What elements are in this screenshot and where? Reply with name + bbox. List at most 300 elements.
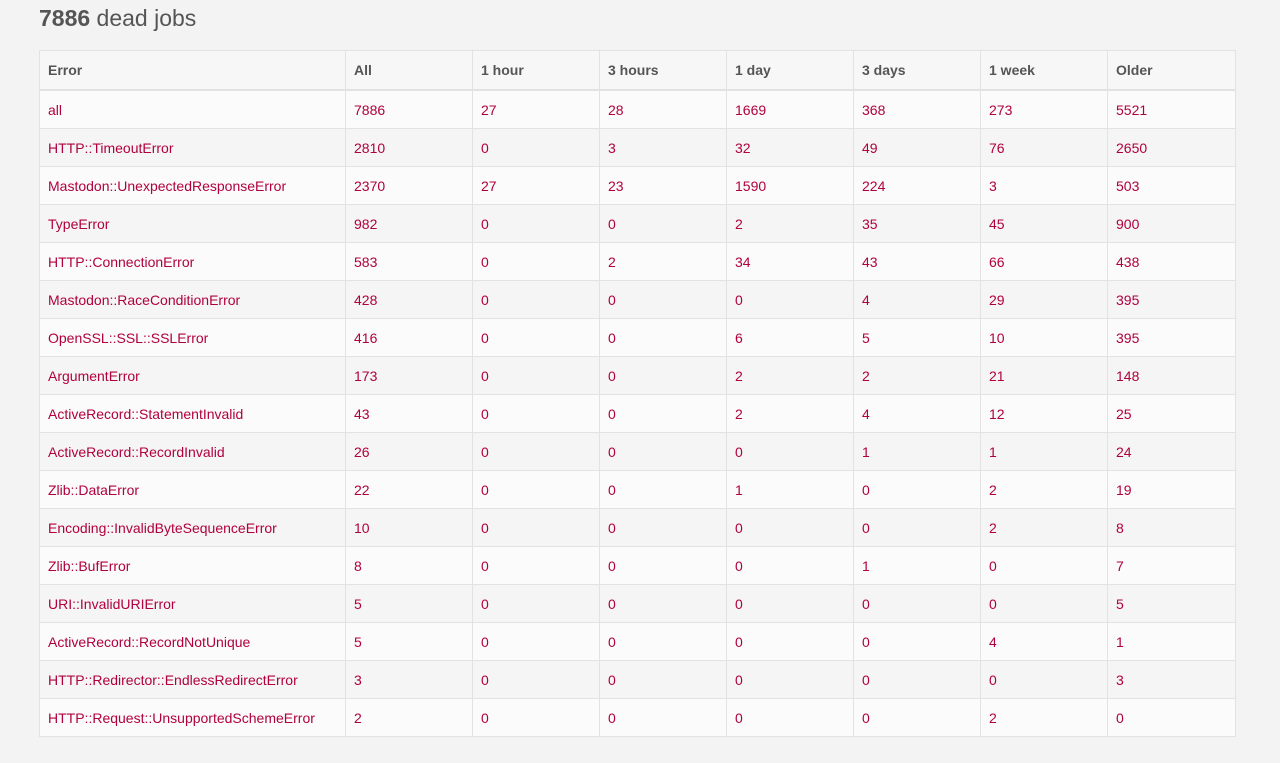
table-cell-older <box>1108 585 1236 623</box>
table-cell-3-days <box>854 395 981 433</box>
job-count-link[interactable]: 25 <box>1116 405 1132 422</box>
table-cell-1-day <box>727 281 854 319</box>
job-count-link[interactable]: 0 <box>481 481 489 498</box>
job-count-link[interactable]: 0 <box>481 671 489 688</box>
table-row <box>40 585 1236 623</box>
table-cell-error <box>40 623 346 661</box>
job-count-link[interactable]: 428 <box>354 291 378 308</box>
column-header-error: Error <box>40 51 346 91</box>
job-count-link[interactable]: 224 <box>862 177 886 194</box>
table-cell-3-days <box>854 243 981 281</box>
table-cell-3-hours <box>600 471 727 509</box>
job-count-link[interactable]: 0 <box>735 291 743 308</box>
table-cell-error <box>40 167 346 205</box>
table-cell-1-day <box>727 547 854 585</box>
job-count-link[interactable]: 29 <box>989 291 1005 308</box>
table-cell-3-hours <box>600 509 727 547</box>
table-cell-3-hours <box>600 281 727 319</box>
job-count-link[interactable]: 0 <box>989 595 997 612</box>
job-count-link[interactable]: 10 <box>989 329 1005 346</box>
column-header-older: Older <box>1108 51 1236 91</box>
job-count-link[interactable]: 503 <box>1116 177 1140 194</box>
job-count-link[interactable]: 2 <box>354 709 362 726</box>
job-count-link[interactable]: 1 <box>862 557 870 574</box>
error-class-link[interactable]: Mastodon::RaceConditionError <box>48 291 241 308</box>
job-count-link[interactable]: 8 <box>354 557 362 574</box>
column-header-3-days: 3 days <box>854 51 981 91</box>
table-cell-all <box>346 319 473 357</box>
job-count-link[interactable]: 416 <box>354 329 378 346</box>
page-title <box>39 4 196 32</box>
job-count-link[interactable]: 0 <box>608 633 616 650</box>
table-row <box>40 623 1236 661</box>
table-cell-1-hour <box>473 205 600 243</box>
job-count-link[interactable]: 2810 <box>354 139 386 156</box>
table-cell-error <box>40 129 346 167</box>
error-class-link[interactable]: URI::InvalidURIError <box>48 595 176 612</box>
table-cell-1-week <box>981 395 1108 433</box>
job-count-link[interactable]: 0 <box>608 519 616 536</box>
job-count-link[interactable]: 173 <box>354 367 378 384</box>
table-cell-all <box>346 205 473 243</box>
table-cell-all <box>346 471 473 509</box>
table-cell-3-hours <box>600 243 727 281</box>
job-count-link[interactable]: 7 <box>1116 557 1124 574</box>
table-cell-3-days <box>854 205 981 243</box>
job-count-link[interactable]: 0 <box>735 671 743 688</box>
table-cell-3-hours <box>600 357 727 395</box>
table-cell-older <box>1108 319 1236 357</box>
job-count-link[interactable]: 2 <box>989 709 997 726</box>
job-count-link[interactable]: 2 <box>735 367 743 384</box>
table-cell-3-hours <box>600 395 727 433</box>
job-count-link[interactable]: 273 <box>989 101 1013 118</box>
job-count-link[interactable]: 27 <box>481 101 497 118</box>
table-cell-1-day <box>727 661 854 699</box>
table-cell-older <box>1108 433 1236 471</box>
table-cell-1-week <box>981 585 1108 623</box>
job-count-link[interactable]: 1590 <box>735 177 767 194</box>
job-count-link[interactable]: 0 <box>608 215 616 232</box>
job-count-link[interactable]: 0 <box>735 633 743 650</box>
table-cell-1-hour <box>473 395 600 433</box>
table-cell-1-hour <box>473 243 600 281</box>
table-cell-error <box>40 547 346 585</box>
table-cell-1-hour <box>473 623 600 661</box>
table-cell-3-hours <box>600 90 727 129</box>
job-count-link[interactable]: 982 <box>354 215 378 232</box>
table-cell-1-hour <box>473 661 600 699</box>
table-cell-1-week <box>981 90 1108 129</box>
table-cell-older <box>1108 357 1236 395</box>
job-count-link[interactable]: 21 <box>989 367 1005 384</box>
job-count-link[interactable]: 0 <box>608 443 616 460</box>
error-class-link[interactable]: Encoding::InvalidByteSequenceError <box>48 519 277 536</box>
table-cell-3-hours <box>600 547 727 585</box>
job-count-link[interactable]: 0 <box>608 329 616 346</box>
job-count-link[interactable]: 1669 <box>735 101 767 118</box>
table-row <box>40 167 1236 205</box>
job-count-link[interactable]: 900 <box>1116 215 1140 232</box>
table-cell-3-days <box>854 623 981 661</box>
table-cell-1-day <box>727 357 854 395</box>
table-cell-1-week <box>981 623 1108 661</box>
job-count-link[interactable]: 5521 <box>1116 101 1148 118</box>
job-count-link[interactable]: 5 <box>354 595 362 612</box>
table-cell-1-day <box>727 433 854 471</box>
table-cell-all <box>346 509 473 547</box>
job-count-link[interactable]: 0 <box>481 557 489 574</box>
job-count-link[interactable]: 26 <box>354 443 370 460</box>
error-class-link[interactable]: ActiveRecord::StatementInvalid <box>48 405 244 422</box>
table-cell-1-week <box>981 547 1108 585</box>
table-cell-1-day <box>727 623 854 661</box>
error-class-link[interactable]: TypeError <box>48 215 110 232</box>
job-count-link[interactable]: 0 <box>481 519 489 536</box>
job-count-link[interactable]: 32 <box>735 139 751 156</box>
error-class-link[interactable]: Zlib::DataError <box>48 481 140 498</box>
table-cell-older <box>1108 129 1236 167</box>
table-cell-all <box>346 167 473 205</box>
table-row <box>40 281 1236 319</box>
job-count-link[interactable]: 0 <box>1116 709 1124 726</box>
job-count-link[interactable]: 23 <box>608 177 624 194</box>
error-class-link[interactable]: HTTP::ConnectionError <box>48 253 195 270</box>
table-cell-older <box>1108 661 1236 699</box>
table-cell-1-week <box>981 433 1108 471</box>
job-count-link[interactable]: 148 <box>1116 367 1140 384</box>
job-count-link[interactable]: 7886 <box>354 101 386 118</box>
table-cell-error <box>40 243 346 281</box>
table-cell-all <box>346 623 473 661</box>
table-cell-1-day <box>727 699 854 737</box>
table-row <box>40 699 1236 737</box>
table-cell-1-day <box>727 205 854 243</box>
table-cell-1-day <box>727 471 854 509</box>
job-count-link[interactable]: 0 <box>862 633 870 650</box>
table-cell-3-days <box>854 509 981 547</box>
job-count-link[interactable]: 0 <box>989 557 997 574</box>
job-count-link[interactable]: 0 <box>481 405 489 422</box>
table-row <box>40 433 1236 471</box>
table-cell-error <box>40 205 346 243</box>
job-count-link[interactable]: 0 <box>481 595 489 612</box>
job-count-link[interactable]: 3 <box>989 177 997 194</box>
table-cell-all <box>346 281 473 319</box>
table-cell-all <box>346 661 473 699</box>
table-cell-1-day <box>727 90 854 129</box>
table-row <box>40 205 1236 243</box>
table-cell-error <box>40 90 346 129</box>
table-cell-1-hour <box>473 585 600 623</box>
job-count-link[interactable]: 0 <box>608 367 616 384</box>
table-cell-1-week <box>981 357 1108 395</box>
job-count-link[interactable]: 76 <box>989 139 1005 156</box>
job-count-link[interactable]: 10 <box>354 519 370 536</box>
job-count-link[interactable]: 1 <box>989 443 997 460</box>
table-cell-3-hours <box>600 433 727 471</box>
table-cell-older <box>1108 167 1236 205</box>
table-cell-3-hours <box>600 129 727 167</box>
job-count-link[interactable]: 3 <box>1116 671 1124 688</box>
table-cell-error <box>40 585 346 623</box>
table-cell-1-hour <box>473 281 600 319</box>
table-cell-1-week <box>981 243 1108 281</box>
table-cell-3-hours <box>600 623 727 661</box>
job-count-link[interactable]: 395 <box>1116 291 1140 308</box>
table-cell-3-days <box>854 90 981 129</box>
table-row <box>40 357 1236 395</box>
column-header-3-hours: 3 hours <box>600 51 727 91</box>
job-count-link[interactable]: 0 <box>735 519 743 536</box>
table-row <box>40 395 1236 433</box>
table-cell-error <box>40 471 346 509</box>
job-count-link[interactable]: 24 <box>1116 443 1132 460</box>
error-class-link[interactable]: ActiveRecord::RecordNotUnique <box>48 633 251 650</box>
job-count-link[interactable]: 0 <box>481 291 489 308</box>
job-count-link[interactable]: 34 <box>735 253 751 270</box>
table-cell-3-days <box>854 661 981 699</box>
table-cell-1-hour <box>473 509 600 547</box>
table-cell-all <box>346 699 473 737</box>
table-cell-all <box>346 90 473 129</box>
job-count-link[interactable]: 4 <box>862 405 870 422</box>
table-body <box>40 90 1236 737</box>
job-count-link[interactable]: 583 <box>354 253 378 270</box>
table-cell-3-days <box>854 585 981 623</box>
table-cell-older <box>1108 547 1236 585</box>
job-count-link[interactable]: 12 <box>989 405 1005 422</box>
table-cell-error <box>40 319 346 357</box>
table-cell-older <box>1108 471 1236 509</box>
table-cell-error <box>40 281 346 319</box>
table-cell-3-hours <box>600 661 727 699</box>
dead-jobs-count: 7886 <box>39 5 91 31</box>
job-count-link[interactable]: 0 <box>481 633 489 650</box>
table-cell-3-days <box>854 547 981 585</box>
job-count-link[interactable]: 0 <box>481 709 489 726</box>
error-class-link[interactable]: all <box>48 101 63 118</box>
table-cell-1-hour <box>473 357 600 395</box>
table-row <box>40 243 1236 281</box>
job-count-link[interactable]: 0 <box>608 595 616 612</box>
job-count-link[interactable]: 5 <box>1116 595 1124 612</box>
table-cell-1-day <box>727 129 854 167</box>
table-cell-error <box>40 699 346 737</box>
table-cell-all <box>346 243 473 281</box>
table-cell-error <box>40 661 346 699</box>
job-count-link[interactable]: 0 <box>735 595 743 612</box>
table-cell-error <box>40 433 346 471</box>
table-cell-older <box>1108 281 1236 319</box>
table-cell-older <box>1108 205 1236 243</box>
table-cell-1-hour <box>473 90 600 129</box>
job-count-link[interactable]: 2370 <box>354 177 386 194</box>
table-cell-3-days <box>854 699 981 737</box>
table-cell-1-hour <box>473 433 600 471</box>
job-count-link[interactable]: 0 <box>608 481 616 498</box>
table-cell-all <box>346 585 473 623</box>
table-row <box>40 547 1236 585</box>
table-cell-3-hours <box>600 319 727 357</box>
table-cell-older <box>1108 509 1236 547</box>
job-count-link[interactable]: 1 <box>735 481 743 498</box>
table-cell-1-hour <box>473 319 600 357</box>
job-count-link[interactable]: 2 <box>735 405 743 422</box>
job-count-link[interactable]: 2 <box>608 253 616 270</box>
job-count-link[interactable]: 0 <box>481 443 489 460</box>
job-count-link[interactable]: 2650 <box>1116 139 1148 156</box>
error-class-link[interactable]: Zlib::BufError <box>48 557 131 574</box>
job-count-link[interactable]: 0 <box>608 405 616 422</box>
table-cell-older <box>1108 623 1236 661</box>
job-count-link[interactable]: 0 <box>481 253 489 270</box>
job-count-link[interactable]: 0 <box>862 671 870 688</box>
job-count-link[interactable]: 2 <box>989 519 997 536</box>
table-cell-error <box>40 509 346 547</box>
dead-jobs-label: dead jobs <box>90 5 197 31</box>
job-count-link[interactable]: 27 <box>481 177 497 194</box>
job-count-link[interactable]: 3 <box>608 139 616 156</box>
job-count-link[interactable]: 2 <box>989 481 997 498</box>
table-cell-1-week <box>981 281 1108 319</box>
table-cell-1-hour <box>473 547 600 585</box>
job-count-link[interactable]: 0 <box>608 709 616 726</box>
table-cell-1-week <box>981 661 1108 699</box>
job-count-link[interactable]: 0 <box>862 595 870 612</box>
table-cell-3-days <box>854 167 981 205</box>
error-class-link[interactable]: ArgumentError <box>48 367 140 384</box>
job-count-link[interactable]: 0 <box>735 443 743 460</box>
column-header-all: All <box>346 51 473 91</box>
table-cell-older <box>1108 90 1236 129</box>
job-count-link[interactable]: 0 <box>481 329 489 346</box>
column-header-1-day: 1 day <box>727 51 854 91</box>
table-cell-3-hours <box>600 167 727 205</box>
table-cell-1-day <box>727 319 854 357</box>
job-count-link[interactable]: 6 <box>735 329 743 346</box>
table-cell-1-day <box>727 395 854 433</box>
job-count-link[interactable]: 43 <box>862 253 878 270</box>
table-row <box>40 129 1236 167</box>
job-count-link[interactable]: 5 <box>862 329 870 346</box>
table-cell-1-hour <box>473 129 600 167</box>
job-count-link[interactable]: 66 <box>989 253 1005 270</box>
table-cell-1-week <box>981 471 1108 509</box>
table-cell-3-days <box>854 471 981 509</box>
job-count-link[interactable]: 3 <box>354 671 362 688</box>
table-cell-1-day <box>727 167 854 205</box>
job-count-link[interactable]: 0 <box>862 709 870 726</box>
job-count-link[interactable]: 1 <box>1116 633 1124 650</box>
job-count-link[interactable]: 0 <box>481 139 489 156</box>
job-count-link[interactable]: 0 <box>608 557 616 574</box>
table-cell-1-hour <box>473 471 600 509</box>
table-cell-all <box>346 433 473 471</box>
table-cell-all <box>346 357 473 395</box>
error-class-link[interactable]: Mastodon::UnexpectedResponseError <box>48 177 287 194</box>
table-cell-1-week <box>981 167 1108 205</box>
job-count-link[interactable]: 28 <box>608 101 624 118</box>
job-count-link[interactable]: 2 <box>735 215 743 232</box>
table-row <box>40 90 1236 129</box>
job-count-link[interactable]: 5 <box>354 633 362 650</box>
table-cell-1-hour <box>473 167 600 205</box>
table-row <box>40 509 1236 547</box>
table-cell-1-week <box>981 129 1108 167</box>
job-count-link[interactable]: 0 <box>481 215 489 232</box>
table-cell-1-week <box>981 699 1108 737</box>
job-count-link[interactable]: 43 <box>354 405 370 422</box>
column-header-1-hour: 1 hour <box>473 51 600 91</box>
table-cell-3-days <box>854 129 981 167</box>
job-count-link[interactable]: 0 <box>608 291 616 308</box>
table-cell-error <box>40 357 346 395</box>
table-row <box>40 661 1236 699</box>
table-cell-older <box>1108 395 1236 433</box>
error-class-link[interactable]: ActiveRecord::RecordInvalid <box>48 443 225 460</box>
job-count-link[interactable]: 4 <box>862 291 870 308</box>
table-cell-3-days <box>854 281 981 319</box>
error-class-link[interactable]: HTTP::TimeoutError <box>48 139 174 156</box>
job-count-link[interactable]: 35 <box>862 215 878 232</box>
table-cell-3-days <box>854 357 981 395</box>
table-cell-all <box>346 129 473 167</box>
error-class-link[interactable]: OpenSSL::SSL::SSLError <box>48 329 209 346</box>
table-cell-3-hours <box>600 699 727 737</box>
job-count-link[interactable]: 395 <box>1116 329 1140 346</box>
table-header-row <box>40 51 1236 91</box>
table-cell-1-day <box>727 509 854 547</box>
job-count-link[interactable]: 0 <box>735 709 743 726</box>
error-class-link[interactable]: HTTP::Redirector::EndlessRedirectError <box>48 671 298 688</box>
table-cell-1-day <box>727 243 854 281</box>
table-cell-older <box>1108 243 1236 281</box>
table-cell-3-days <box>854 319 981 357</box>
table-row <box>40 319 1236 357</box>
job-count-link[interactable]: 2 <box>862 367 870 384</box>
job-count-link[interactable]: 0 <box>862 481 870 498</box>
job-count-link[interactable]: 45 <box>989 215 1005 232</box>
dead-jobs-table <box>39 50 1236 737</box>
table-cell-1-week <box>981 319 1108 357</box>
table-cell-older <box>1108 699 1236 737</box>
table-cell-all <box>346 395 473 433</box>
job-count-link[interactable]: 0 <box>735 557 743 574</box>
job-count-link[interactable]: 4 <box>989 633 997 650</box>
table-cell-error <box>40 395 346 433</box>
job-count-link[interactable]: 49 <box>862 139 878 156</box>
job-count-link[interactable]: 0 <box>862 519 870 536</box>
job-count-link[interactable]: 0 <box>608 671 616 688</box>
error-class-link[interactable]: HTTP::Request::UnsupportedSchemeError <box>48 709 315 726</box>
table-cell-3-hours <box>600 205 727 243</box>
job-count-link[interactable]: 0 <box>481 367 489 384</box>
table-cell-3-days <box>854 433 981 471</box>
table-cell-1-week <box>981 205 1108 243</box>
job-count-link[interactable]: 438 <box>1116 253 1140 270</box>
job-count-link[interactable]: 8 <box>1116 519 1124 536</box>
job-count-link[interactable]: 368 <box>862 101 886 118</box>
job-count-link[interactable]: 0 <box>989 671 997 688</box>
job-count-link[interactable]: 19 <box>1116 481 1132 498</box>
table-cell-1-hour <box>473 699 600 737</box>
job-count-link[interactable]: 22 <box>354 481 370 498</box>
table-cell-3-hours <box>600 585 727 623</box>
job-count-link[interactable]: 1 <box>862 443 870 460</box>
table-row <box>40 471 1236 509</box>
column-header-1-week: 1 week <box>981 51 1108 91</box>
